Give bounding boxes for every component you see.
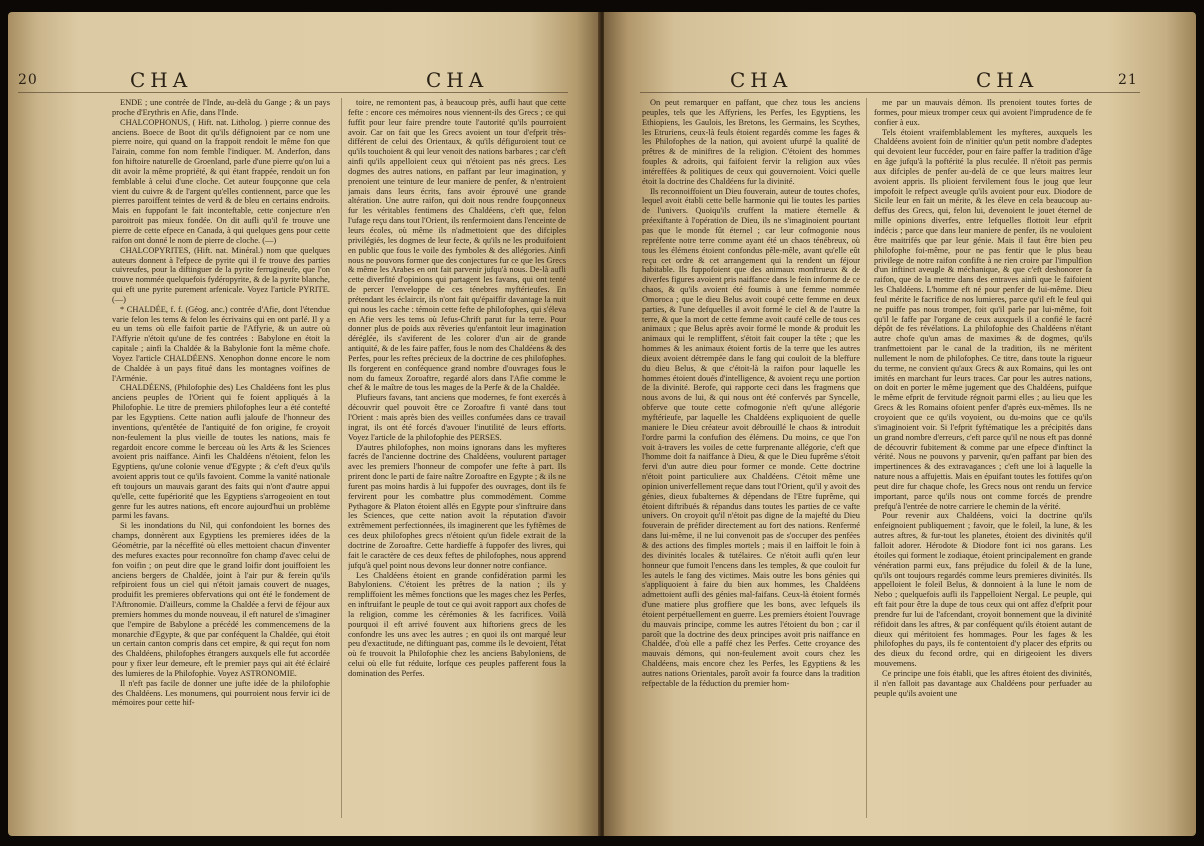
paragraph: Ce principe une fois établi, que les aftres étoient des divinités, il n'en falloit pas davantage aux Chaldéens pour perfuader au peuple qu'ils avoient une [874, 668, 1092, 698]
paragraph: Il n'eft pas facile de donner une jufte idée de la philofophie des Chaldéens. Les monumens, qui pourroient nous fervir ici de mémoires pour cette hif- [112, 678, 330, 708]
right-page-number: 21 [1118, 72, 1138, 88]
paragraph: * CHALDÉE, f. f. (Géog. anc.) contrée d'Afie, dont l'étendue varie felon les tems & felon les écrivains qui en ont parlé. Il y a eu un tems où elle faifoit partie de l'Affyrie, & un autre où l'Affyrie n'étoit qu'une de fes contrées : Babylone en étoit la capitale ; ainfi la Chaldée & la Babylonie font la même chofe. Voyez l'article CHALDÉENS. Xenophon donne encore le nom de Chaldée à un pays fitué dans les montagnes voifines de l'Arménie. [112, 304, 330, 383]
left-running-head-2: CHA [426, 68, 489, 92]
left-column-2 [348, 98, 566, 820]
paragraph: ENDE ; une contrée de l'Inde, au-delà du Gange ; & un pays proche d'Erythris en Afie, dans l'Inde. [112, 98, 330, 117]
paragraph: CHALDÉENS, (Philofophie des) Les Chaldéens font les plus anciens peuples de l'Orient qui fe foient appliqués à la Philofophie. Le titre de premiers philofophes leur a été contefté par les Egyptiens. Cette nation aufli jaloufe de l'honneur des inventions, qu'entêtée de l'antiquité de fon origine, fe croyoit non-feulement la plus vieille de toutes les nations, mais fe regardoit encore comme le berceau où les Arts & les Sciences avoient pris naiffance. Ainfi les Chaldéens n'étoient, felon les Egyptiens, qu'une colonie venue d'Egypte ; & c'eft d'eux qu'ils avoient appris tout ce qu'ils favoient. Comme la vanité nationale eft toujours un mauvais garant des faits qui n'ont d'autre appui qu'elle, cette fupériorité que les Egyptiens s'arrogeoient en tout genre fur les autres nations, eft encore aujourd'hui un problème parmi les favans. [112, 383, 330, 521]
right-page [604, 12, 1196, 836]
left-page-number: 20 [18, 72, 38, 88]
right-column-2 [874, 98, 1092, 820]
open-book [8, 12, 1196, 836]
paragraph: CHALCOPHONUS, ( Hift. nat. Litholog. ) pierre connue des anciens. Boece de Boot dit qu'ils défignoient par ce nom une pierre noire, qui quand on la frappoit rendoit le même fon que l'airain, comme fon nom femble l'indiquer. M. Anderfon, dans fon hiftoire naturelle de Groenland, parle d'une pierre qu'on lui a dit avoir la même propriété, & qui étant frappée, rendoit un fon femblable à celui d'une cloche. Cet auteur foupçonne que cela vient du cuivre & de l'argent qu'elles contiennent, parce que les pierres paroiffent teintes de verd & de bleu en certains endroits. Mais en fuppofant le fait inconteftable, cette conjecture n'en paroitroit pas mieux fondée. On dit aufli qu'il fe trouve une pierre de cette efpece en Canada, à qui quelques gens pour cette raifon ont donné le nom de pierre de cloche. (—) [112, 117, 330, 245]
paragraph: Tels étoient vraifemblablement les myfteres, auxquels les Chaldéens avoient foin de n'initier qu'un petit nombre d'adeptes qui devoient leur fuccéder, pour en faire paffer la tradition d'âge en âge jufqu'à la poftérité la plus reculée. Il n'étoit pas permis aux difciples de penfer au-delà de ce que leurs maitres leur avoient appris. Ils plioient fervilement fous le joug que leur impofoit le refpect aveugle qu'ils avoient pour eux. Diodore de Sicile leur en fait un mérite, & les éleve en cela beaucoup au-deffus des Grecs, qui, felon lui, devenoient le jouet éternel de mille opinions diverfes, entre lefquelles flottoit leur efprit indécis ; parce que dans leur maniere de penfer, ils ne vouloient être maitrifés que par leur génie. Mais il faut être bien peu philofophe foi-même, pour ne pas fentir que le plus beau privilege de notre raifon confifte à ne rien croire par l'impulfion d'un inftinct aveugle & méchanique, & que c'eft deshonorer fa raifon, que de la mettre dans des entraves ainfi que le faifoient les Chaldéens. L'homme eft né pour penfer de lui-même. Dieu feul mérite le facrifice de nos lumieres, parce qu'il eft le feul qui ne puiffe pas nous tromper, foit qu'il parle par lui-même, foit qu'il le faffe par l'organe de ceux auxquels il a confié le facré dépôt de fes révélations. La philofophie des Chaldéens n'étant autre chofe qu'un amas de maximes & de dogmes, qu'ils tranfmettoient par le canal de la tradition, ils ne méritent nullement le nom de philofophes. Ce titre, dans toute la rigueur du terme, ne convient qu'aux Grecs & aux Romains, qui les ont imités en marchant fur leurs traces. Car pour les autres nations, on doit en porter le même jugement que des Chaldéens, puifque le même efprit de fervitude régnoit parmi elles ; au lieu que les Grecs & les Romains ofoient penfer d'après eux-mêmes. Ils ne croyoient que ce qu'ils voyoient, ou du-moins que ce qu'ils s'imaginoient voir. Si l'efprit fyftématique les a précipités dans un grand nombre d'erreurs, c'eft parce qu'il ne nous eft pas donné de découvrir fubitement & comme par une efpece d'inftinct la vérité. Nous ne pouvons y parvenir, qu'en paffant par bien des impertinences & des extravagances ; c'eft une loi à laquelle la nature nous a affujettis. Mais en épuifant toutes les fottifes qu'on peut dire fur chaque chofe, les Grecs nous ont rendu un fervice important, parce qu'ils nous ont comme forcés de prendre prefqu'à l'entrée de notre carriere le chemin de la vérité. [874, 127, 1092, 511]
paragraph: me par un mauvais démon. Ils prenoient toutes fortes de formes, pour mieux tromper ceux qui avoient l'imprudence de fe confier à eux. [874, 98, 1092, 127]
right-running-head-1: CHA [730, 68, 793, 92]
paragraph: On peut remarquer en paffant, que chez tous les anciens peuples, tels que les Affyriens, les Perfes, les Egyptiens, les Ethiopiens, les Gaulois, les Bretons, les Germains, les Scythes, les Etruriens, ceux-là feuls étoient regardés comme les fages & les Philofophes de la nation, qui avoient ufurpé la qualité de prêtres & de miniftres de la religion. C'étoient des hommes fouples & adroits, qui faifoient fervir la religion aux vûes intéreffées & politiques de ceux qui gouvernoient. Voici quelle étoit la doctrine des Chaldéens fur la divinité. [642, 98, 860, 186]
paragraph: Plufieurs favans, tant anciens que modernes, fe font exercés à découvrir quel pouvoit être ce Zoroaftre fi vanté dans tout l'Orient : mais après bien des veilles confumées dans ce travail ingrat, ils ont été forcés d'avouer l'inutilité de leurs efforts. Voyez l'article de la philofophie des PERSES. [348, 393, 566, 442]
paragraph: Les Chaldéens étoient en grande confidération parmi les Babyloniens. C'étoient les prêtres de la nation ; ils y rempliffoient les mêmes fonctions que les mages chez les Perfes, en inftruifant le peuple de tout ce qui avoit rapport aux chofes de la religion, comme les cérémonies & les facrifices. Voilà pourquoi il eft arrivé fouvent aux hiftoriens grecs de les confondre les uns avec les autres ; en quoi ils ont marqué leur peu d'exactitude, ne diftinguant pas, comme ils le devoient, l'état où fe trouvoit la Philofophie chez les anciens Babyloniens, de celui où elle fut réduite, lorfque ces peuples pafferent fous la domination des Perfes. [348, 570, 566, 678]
left-head-rule [18, 92, 568, 93]
paragraph: Pour revenir aux Chaldéens, voici la doctrine qu'ils enfeignoient publiquement ; favoir, que le foleil, la lune, & les autres aftres, & fur-tout les planetes, étoient des divinités qu'il falloit adorer. Hérodote & Diodore font ici nos garans. Les étoiles qui forment le zodiaque, étoient principalement en grande vénération parmi eux, fans préjudice du foleil & de la lune, qu'ils ont toujours regardés comme leurs premieres divinités. Ils appelloient le foleil Belus, & donnoient à la lune le nom de Nebo ; quelquefois aufli ils l'appelloient Nergal. Le peuple, qui eft fait pour être la dupe de tous ceux qui ont affez d'efprit pour prendre fur lui de l'afcendant, croyoit bonnement que la divinité réfidoit dans les aftres, & par conféquent qu'ils étoient autant de dieux qui méritoient fes hommages. Pour les fages & les philofophes du pays, ils fe contentoient d'y placer des efprits ou des dieux du fecond ordre, qui en dirigeoient les divers mouvemens. [874, 511, 1092, 669]
paragraph: Ils reconnoiffoient un Dieu fouverain, auteur de toutes chofes, lequel avoit établi cette belle harmonie qui lie toutes les parties de l'univers. Quoiqu'ils cruffent la matiere éternelle & préexiftante à l'opération de Dieu, ils ne s'imaginoient pourtant pas que le monde fût éternel ; car leur cofmogonie nous repréfente notre terre comme ayant été un chaos ténébreux, où tous les élémens étoient confondus pêle-mêle, avant qu'elle eût reçu cet ordre & cet arrangement qui la rendent un féjour habitable. Ils fuppofoient que des animaux monftrueux & de diverfes figures avoient pris naiffance dans le fein informe de ce chaos, & qu'ils avoient été foumis à une femme nommée Omoroca ; que le dieu Belus avoit coupé cette femme en deux parties, & l'une defquelles il avoit formé le ciel & de l'autre la terre, & que la mort de cette femme avoit caufé celle de tous ces animaux ; que Belus après avoir formé le monde & produit les animaux qui le rempliffent, s'étoit fait couper la tête ; que les hommes & les animaux étoient fortis de la terre que les autres dieux avoient détrempée dans le fang qui couloit de la bleffure du dieu Belus, & que c'étoit-là la raifon pour laquelle les hommes étoient doués d'intelligence, & avoient reçu une portion de la divinité. Berofe, qui rapporte ceci dans les fragmens que nous avons de lui, & qui nous ont été confervés par Syncelle, obferve que toute cette cofmogonie n'eft qu'une allégorie myftérieufe, par laquelle les Chaldéens expliquoient de quelle maniere le Dieu créateur avoit débrouillé le chaos & introduit l'ordre parmi la confufion des élémens. Du moins, ce que l'on voit à-travers les voiles de cette furprenante allégorie, c'eft que l'homme doit fa naiffance à Dieu, & que le Dieu fuprême s'étoit fervi d'un autre dieu pour former ce monde. Cette doctrine n'étoit point particuliere aux Chaldéens. C'étoit même une opinion univerfellement reçue dans tout l'Orient, qu'il y avoit des génies, dieux fubalternes & dépendans de l'Etre fuprême, qui étoient diftribués & répandus dans toutes les parties de ce vafte univers. On croyoit qu'il n'étoit pas digne de la majefté du Dieu fouverain de préfider directement au fort des nations. Renfermé dans lui-même, il ne lui convenoit pas de s'occuper des penfées & des actions des fimples mortels ; mais il en laiffoit le foin à des divinités locales & tutélaires. Ce n'étoit aufli qu'en leur honneur que fumoit l'encens dans les temples, & que couloit fur les autels le fang des victimes. Mais outre les bons génies qui s'appliquoient à faire du bien aux hommes, les Chaldéens admettoient aufli des génies mal-faifans. Ceux-là étoient formés d'une matiere plus groffiere que les bons, avec lefquels ils étoient perpétuellement en guerre. Les premiers étoient l'ouvrage du mauvais principe, comme les autres l'étoient du bon ; car il paroît que la doctrine des deux principes avoit pris naiffance en Chaldée, d'où elle a paffé chez les Perfes. Cette croyance des mauvais démons, qui non-feulement avoit cours chez les Chaldéens, mais encore chez les Perfes, les Egyptiens & les autres nations Orientales, paroît avoir fa fource dans la tradition refpectable de la féduction du premier hom- [642, 186, 860, 688]
right-head-rule [640, 92, 1140, 93]
left-page [8, 12, 600, 836]
paragraph: CHALCOPYRITES, (Hift. nat. Minéral.) nom que quelques auteurs donnent à l'efpece de pyrite qui il fe trouve des parties cuivreufes, pour la diftinguer de la pyrite ferrugineufe, que l'on trouve nommée quelquefois fydéropyrite, & de la pyrite blanche, qui eft une pyrite purement arfenicale. Voyez l'article PYRITE. (—) [112, 245, 330, 304]
paragraph: D'autres philofophes, non moins ignorans dans les myfteres facrés de l'ancienne doctrine des Chaldéens, voulurent partager avec les premiers l'honneur de compofer une fefte à part. Ils prirent donc le parti de faire naître Zoroaftre en Egypte ; & ils ne furent pas moins hardis à lui fuppofer des ouvrages, dont ils fe fervirent pour les combattre plus commodément. Comme Pythagore & Platon étoient allés en Egypte pour s'inftruire dans les Sciences, que cette nation avoit la réputation d'avoir extrêmement perfectionnées, ils imaginerent que les fyftêmes de ces deux philofophes grecs n'étoient qu'un fidele extrait de la doctrine de Zoroaftre. Cette hardieffe à fuppofer des livres, qui fait le caractère de ces deux feftes de philofophes, nous apprend jufqu'à quel point nous devons leur donner notre confiance. [348, 442, 566, 570]
right-column-1 [642, 98, 860, 820]
paragraph: Si les inondations du Nil, qui confondoient les bornes des champs, donnèrent aux Egyptiens les premieres idées de la Géométrie, par la néceffité où elles mettoient chacun d'inventer des mefures exactes pour reconnoître fon champ d'avec celui de fon voifin ; on peut dire que le grand loifir dont jouiffoient les anciens bergers de Chaldée, joint à l'air pur & ferein qu'ils refpiroient fous un ciel qui n'étoit jamais couvert de nuages, produifit les premieres obfervations qui ont été le fondement de l'Aftronomie. D'ailleurs, comme la Chaldée a fervi de féjour aux premiers hommes du monde nouveau, il eft naturel de s'imaginer que l'empire de Babylone a précédé les commencemens de la monarchie d'Egypte, & que par conféquent la Chaldée, qui étoit un certain canton compris dans cet empire, & qui reçut fon nom des Chaldéens, philofophes étrangers auxquels elle fut accordée pour y fixer leur demeure, eft le premier pays qui ait été éclairé des lumieres de la Philofophie. Voyez ASTRONOMIE. [112, 521, 330, 678]
left-running-head-1: CHA [130, 68, 193, 92]
paragraph: toire, ne remontent pas, à beaucoup près, aufli haut que cette fefte : encore ces mémoires nous viennent-ils des Grecs ; ce qui fuffit pour leur faire prendre toute l'autorité qu'ils pourroient avoir. Car on fait que les Grecs avoient un tour d'efprit très-différent de celui des Orientaux, & qu'ils défiguroient tout ce qu'ils touchoient & qui leur venoit des nations barbares ; car c'eft ainfi qu'ils appelloient ceux qui n'étoient pas nés grecs. Les dogmes des autres nations, en paffant par leur imagination, y prenoient une teinture de leur maniere de penfer, & n'entroient jamais dans leurs écrits, fans avoir éprouvé une grande altération. Une autre raifon, qui doit nous rendre foupçonneux fur les véritables fentimens des Chaldéens, c'eft que, felon l'ufage reçu dans tout l'Orient, ils renfermoient dans l'enceinte de leurs écoles, où même ils n'admettoient que des difciples privilégiés, les dogmes de leur fecte, & qu'ils ne les produifoient en public que fous le voile des fymboles & des allégories. Ainfi nous ne pouvons former que des conjectures fur ce que les Grecs & même les Arabes en ont fait parvenir jufqu'à nous. De-là aufli cette diverfité d'opinions qui partagent les favans, qui ont tenté de percer l'enveloppe de ces ténebres myftérieufes. En prétendant les éclaircir, ils n'ont fait qu'épaiffir davantage la nuit qui nous les cache : témoin cette fefte de philofophes, qui s'éleva en Afie vers les tems où Jefus-Chrift parut fur la terre. Pour donner plus de poids aux rêveries qu'enfantoit leur imagination déréglée, ils s'aviferent de les colorer d'un air de grande antiquité, & de les faire paffer, fous le nom des Chaldéens & des Perfes, pour les reftes précieux de la doctrine de ces philofophes. Ils forgerent en conféquence grand nombre d'ouvrages fous le nom du fameux Zoroaftre, regardé alors dans l'Afie comme le chef & le maître de tous les mages de la Perfe & de la Chaldée. [348, 98, 566, 393]
left-column-divider [341, 98, 342, 818]
right-running-head-2: CHA [976, 68, 1039, 92]
right-column-divider [866, 98, 867, 818]
left-column-1 [112, 98, 330, 820]
